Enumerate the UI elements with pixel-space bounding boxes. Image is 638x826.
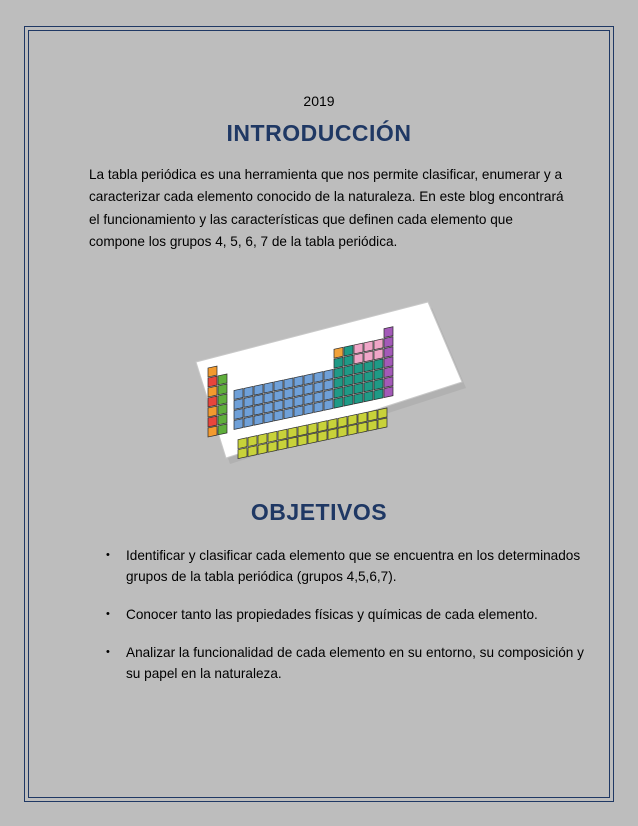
element-cell (244, 406, 253, 417)
element-cell (374, 369, 383, 380)
element-cell (234, 409, 243, 420)
element-cell (334, 397, 343, 408)
element-cell (324, 379, 333, 390)
bullet-icon: • (106, 608, 110, 620)
element-cell (344, 355, 353, 366)
element-cell (274, 400, 283, 411)
element-cell (344, 395, 353, 406)
objective-text: Identificar y clasificar cada elemento que se encuentra en los determinados grupos de la tabla periódica (grupos 4,5,6,7). (126, 548, 581, 584)
element-cell (278, 429, 287, 440)
element-cell (274, 380, 283, 391)
element-cell (294, 376, 303, 387)
element-cell (294, 406, 303, 417)
element-cell (338, 426, 347, 437)
element-cell (354, 383, 363, 394)
element-cell (384, 337, 393, 348)
element-cell (384, 327, 393, 338)
element-cell (334, 347, 343, 358)
element-cell (264, 412, 273, 423)
element-cell (254, 414, 263, 425)
element-cell (234, 399, 243, 410)
element-cell (344, 375, 353, 386)
element-cell (244, 396, 253, 407)
element-cell (274, 390, 283, 401)
element-cell (368, 410, 377, 421)
element-cell (208, 366, 217, 377)
element-cell (358, 412, 367, 423)
element-cell (314, 372, 323, 383)
element-cell (254, 384, 263, 395)
element-cell (348, 414, 357, 425)
element-cell (324, 399, 333, 410)
element-cell (338, 416, 347, 427)
element-cell (288, 427, 297, 438)
element-cell (314, 382, 323, 393)
element-cell (328, 419, 337, 430)
objectives-list (106, 545, 586, 701)
element-cell (364, 381, 373, 392)
element-cell (318, 431, 327, 442)
element-cell (354, 343, 363, 354)
periodic-table-illustration (194, 290, 470, 466)
element-cell (264, 392, 273, 403)
element-cell (354, 393, 363, 404)
element-cell (258, 443, 267, 454)
element-cell (384, 347, 393, 358)
element-cell (218, 384, 227, 395)
element-cell (284, 378, 293, 389)
element-cell (354, 353, 363, 364)
element-cell (364, 351, 373, 362)
element-cell (254, 394, 263, 405)
element-cell (328, 429, 337, 440)
element-cell (208, 376, 217, 387)
element-cell (314, 402, 323, 413)
element-cell (378, 418, 387, 429)
element-cell (294, 396, 303, 407)
element-cell (208, 426, 217, 437)
element-cell (384, 357, 393, 368)
objective-text: Conocer tanto las propiedades físicas y químicas de cada elemento. (126, 607, 538, 622)
element-cell (374, 349, 383, 360)
intro-paragraph: La tabla periódica es una herramienta que nos permite clasificar, enumerar y a caracterizar cada elemento conocido de la naturaleza. En este blog encontrará el funcionamiento y las características que definen cada elemento que compone los grupos 4, 5, 6, 7 de la tabla periódica. (89, 167, 564, 250)
element-cell (238, 438, 247, 449)
element-cell (304, 374, 313, 385)
element-cell (254, 404, 263, 415)
element-cell (208, 416, 217, 427)
periodic-table-image (194, 290, 470, 466)
element-cell (374, 359, 383, 370)
element-cell (334, 367, 343, 378)
element-cell (304, 384, 313, 395)
objective-item (106, 642, 586, 684)
element-cell (364, 391, 373, 402)
element-cell (264, 382, 273, 393)
element-cell (244, 386, 253, 397)
objectives-title: OBJETIVOS (250, 499, 388, 525)
element-cell (348, 424, 357, 435)
element-cell (364, 341, 373, 352)
element-cell (234, 389, 243, 400)
element-cell (354, 373, 363, 384)
element-cell (308, 423, 317, 434)
element-cell (284, 398, 293, 409)
element-cell (374, 379, 383, 390)
element-cell (238, 448, 247, 459)
element-cell (258, 433, 267, 444)
element-cell (264, 402, 273, 413)
intro-title: INTRODUCCIÓN (226, 120, 412, 146)
element-cell (208, 396, 217, 407)
element-cell (248, 436, 257, 447)
element-cell (218, 414, 227, 425)
element-cell (364, 371, 373, 382)
element-cell (334, 377, 343, 388)
element-cell (384, 367, 393, 378)
element-cell (268, 431, 277, 442)
element-cell (248, 446, 257, 457)
element-cell (384, 377, 393, 388)
objective-item (106, 604, 586, 625)
element-cell (324, 389, 333, 400)
element-cell (294, 386, 303, 397)
element-cell (298, 435, 307, 446)
element-cell (358, 422, 367, 433)
element-cell (218, 394, 227, 405)
element-cell (374, 339, 383, 350)
element-cell (334, 387, 343, 398)
element-cell (218, 404, 227, 415)
element-cell (218, 424, 227, 435)
element-cell (324, 369, 333, 380)
element-cell (378, 408, 387, 419)
element-cell (278, 439, 287, 450)
element-cell (374, 389, 383, 400)
element-cell (384, 387, 393, 398)
objective-item (106, 545, 586, 587)
element-cell (208, 406, 217, 417)
element-cell (218, 374, 227, 385)
element-cell (354, 363, 363, 374)
element-cell (344, 365, 353, 376)
element-cell (364, 361, 373, 372)
objective-text: Analizar la funcionalidad de cada elemento en su entorno, su composición y su papel en la naturaleza. (126, 645, 584, 681)
element-cell (208, 386, 217, 397)
document-year: 2019 (303, 93, 335, 109)
element-cell (314, 392, 323, 403)
element-cell (284, 388, 293, 399)
element-cell (344, 345, 353, 356)
element-cell (288, 437, 297, 448)
element-cell (234, 419, 243, 430)
element-cell (268, 441, 277, 452)
element-cell (334, 357, 343, 368)
bullet-icon: • (106, 646, 110, 658)
element-cell (298, 425, 307, 436)
element-cell (284, 408, 293, 419)
element-cell (244, 416, 253, 427)
element-cell (304, 394, 313, 405)
element-cell (308, 433, 317, 444)
element-cell (304, 404, 313, 415)
element-cell (274, 410, 283, 421)
bullet-icon: • (106, 549, 110, 561)
element-cell (344, 385, 353, 396)
element-cell (318, 421, 327, 432)
element-cell (368, 420, 377, 431)
